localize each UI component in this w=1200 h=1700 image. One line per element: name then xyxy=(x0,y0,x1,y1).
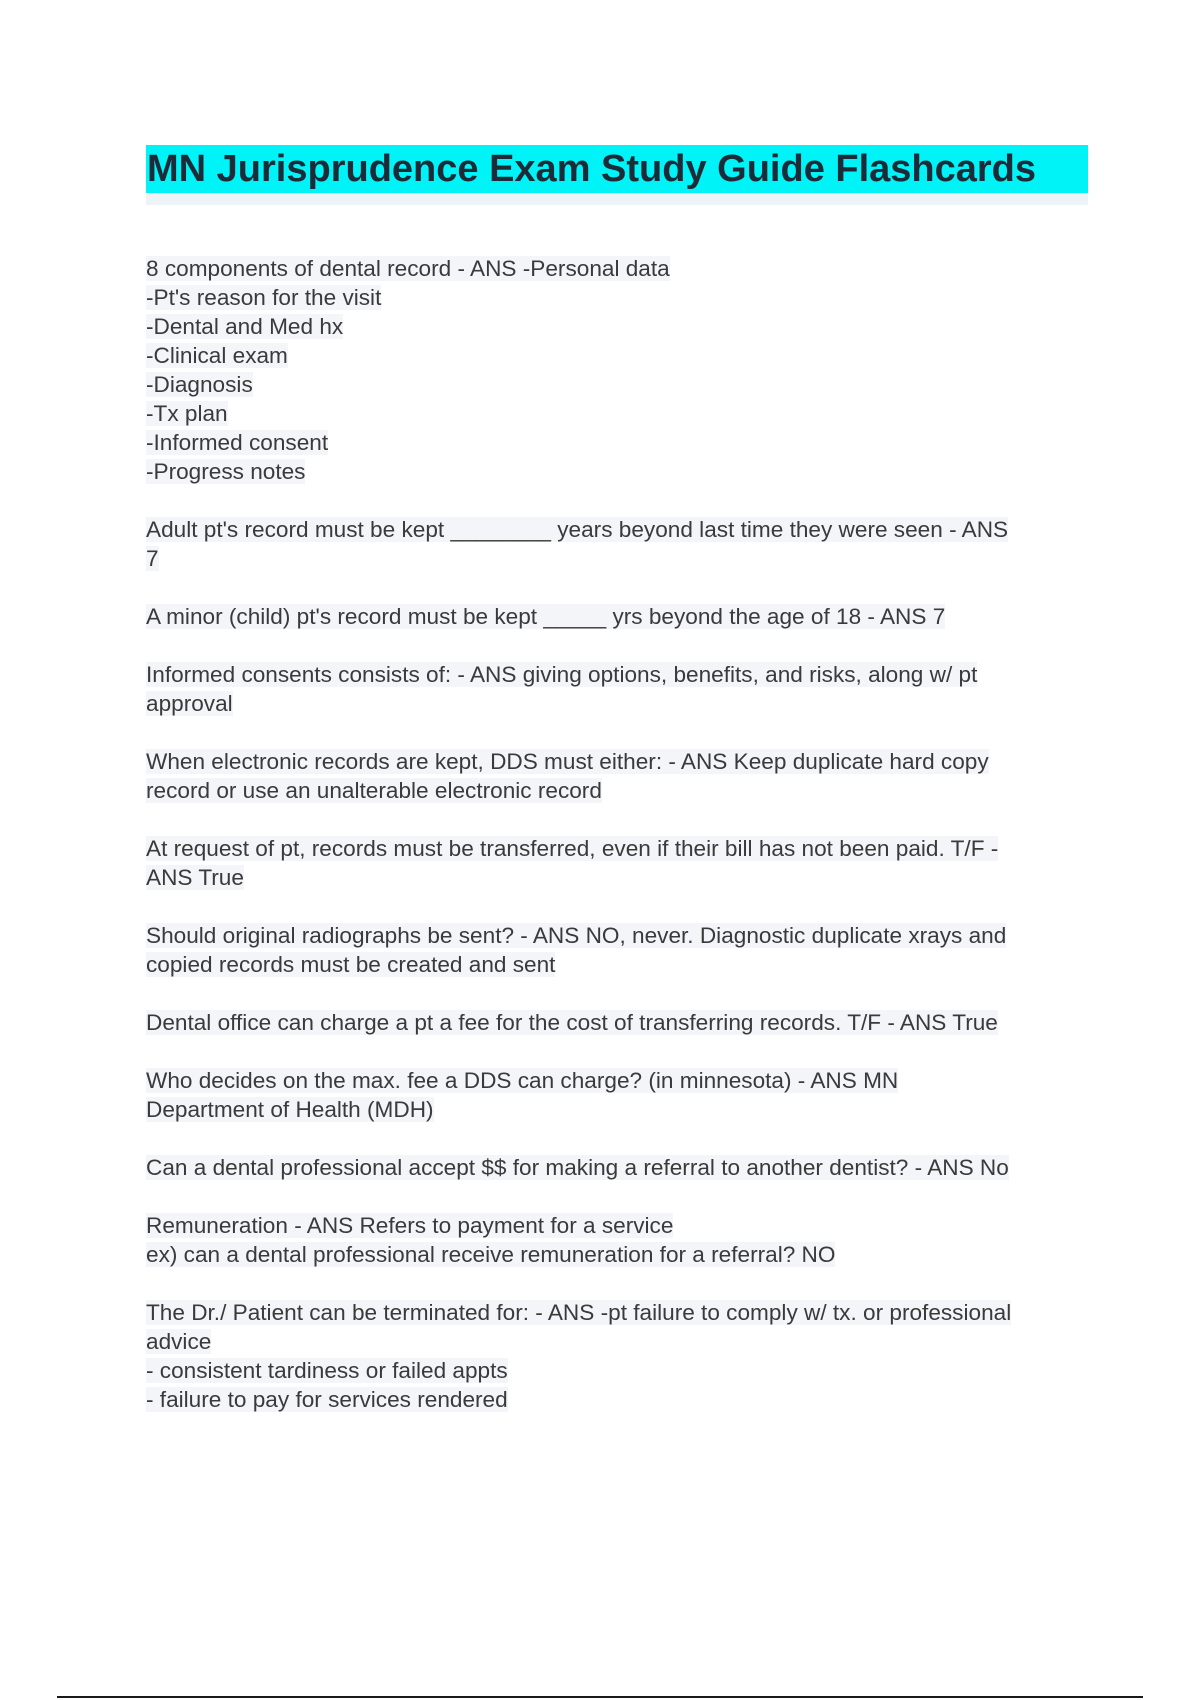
flashcard-text: advice xyxy=(146,1329,212,1354)
flashcard xyxy=(146,254,1096,486)
flashcard-line xyxy=(146,457,1096,486)
flashcard-line xyxy=(146,776,1096,805)
flashcard-text: Adult pt's record must be kept ________ years beyond last time they were seen - ANS xyxy=(146,517,1009,542)
flashcard-text: copied records must be created and sent xyxy=(146,952,556,977)
flashcard-line xyxy=(146,1008,1096,1037)
flashcard-line xyxy=(146,1298,1096,1327)
flashcard-line xyxy=(146,312,1096,341)
flashcard-text: - failure to pay for services rendered xyxy=(146,1387,508,1412)
flashcard xyxy=(146,834,1096,892)
flashcard-text: Can a dental professional accept $$ for making a referral to another dentist? - ANS No xyxy=(146,1155,1009,1180)
flashcard-text: 7 xyxy=(146,546,159,571)
flashcard xyxy=(146,1066,1096,1124)
flashcard xyxy=(146,921,1096,979)
flashcard-text: ANS True xyxy=(146,865,244,890)
flashcard-line xyxy=(146,689,1096,718)
flashcard-text: record or use an unalterable electronic record xyxy=(146,778,602,803)
flashcard-text: The Dr./ Patient can be terminated for: - ANS -pt failure to comply w/ tx. or professional xyxy=(146,1300,1012,1325)
flashcard-text: At request of pt, records must be transferred, even if their bill has not been paid. T/F - xyxy=(146,836,999,861)
flashcard-text: -Dental and Med hx xyxy=(146,314,344,339)
page-title: MN Jurisprudence Exam Study Guide Flashcards xyxy=(146,145,1088,193)
flashcard-line xyxy=(146,950,1096,979)
flashcard xyxy=(146,1008,1096,1037)
flashcard-line xyxy=(146,1211,1096,1240)
flashcard xyxy=(146,1298,1096,1414)
flashcard-text: Who decides on the max. fee a DDS can charge? (in minnesota) - ANS MN xyxy=(146,1068,899,1093)
flashcard-text: Dental office can charge a pt a fee for the cost of transferring records. T/F - ANS True xyxy=(146,1010,998,1035)
flashcard-line xyxy=(146,602,1096,631)
flashcard-text: -Tx plan xyxy=(146,401,228,426)
flashcard-line xyxy=(146,1327,1096,1356)
flashcard-line xyxy=(146,283,1096,312)
flashcard xyxy=(146,515,1096,573)
flashcard-line xyxy=(146,1153,1096,1182)
flashcard-line xyxy=(146,1095,1096,1124)
flashcard-line xyxy=(146,1356,1096,1385)
flashcard xyxy=(146,747,1096,805)
flashcard-text: - consistent tardiness or failed appts xyxy=(146,1358,508,1383)
flashcard xyxy=(146,602,1096,631)
flashcard-line xyxy=(146,660,1096,689)
flashcard-text: -Progress notes xyxy=(146,459,306,484)
flashcard-line xyxy=(146,921,1096,950)
flashcard-line xyxy=(146,544,1096,573)
flashcard-line xyxy=(146,515,1096,544)
flashcard-text: -Pt's reason for the visit xyxy=(146,285,382,310)
flashcard-text: Should original radiographs be sent? - ANS NO, never. Diagnostic duplicate xrays and xyxy=(146,923,1007,948)
flashcard-line xyxy=(146,428,1096,457)
flashcard-line xyxy=(146,1385,1096,1414)
flashcard-line xyxy=(146,1240,1096,1269)
flashcard-list xyxy=(146,254,1096,1443)
flashcard-text: 8 components of dental record - ANS -Personal data xyxy=(146,256,670,281)
flashcard-line xyxy=(146,863,1096,892)
title-block xyxy=(146,145,1088,205)
flashcard-line xyxy=(146,254,1096,283)
flashcard xyxy=(146,1153,1096,1182)
flashcard-text: -Informed consent xyxy=(146,430,329,455)
flashcard xyxy=(146,660,1096,718)
flashcard-text: A minor (child) pt's record must be kept _____ yrs beyond the age of 18 - ANS 7 xyxy=(146,604,946,629)
flashcard-text: ex) can a dental professional receive remuneration for a referral? NO xyxy=(146,1242,836,1267)
flashcard-text: -Clinical exam xyxy=(146,343,288,368)
flashcard-line xyxy=(146,1066,1096,1095)
flashcard-text: Remuneration - ANS Refers to payment for a service xyxy=(146,1213,674,1238)
flashcard-text: approval xyxy=(146,691,233,716)
flashcard-line xyxy=(146,747,1096,776)
flashcard-line xyxy=(146,399,1096,428)
flashcard-text: -Diagnosis xyxy=(146,372,253,397)
flashcard-line xyxy=(146,370,1096,399)
flashcard-line xyxy=(146,341,1096,370)
flashcard xyxy=(146,1211,1096,1269)
flashcard-line xyxy=(146,834,1096,863)
flashcard-text: Informed consents consists of: - ANS giving options, benefits, and risks, along w/ pt xyxy=(146,662,978,687)
flashcard-text: Department of Health (MDH) xyxy=(146,1097,434,1122)
flashcard-text: When electronic records are kept, DDS must either: - ANS Keep duplicate hard copy xyxy=(146,749,989,774)
footer-divider xyxy=(57,1696,1143,1698)
